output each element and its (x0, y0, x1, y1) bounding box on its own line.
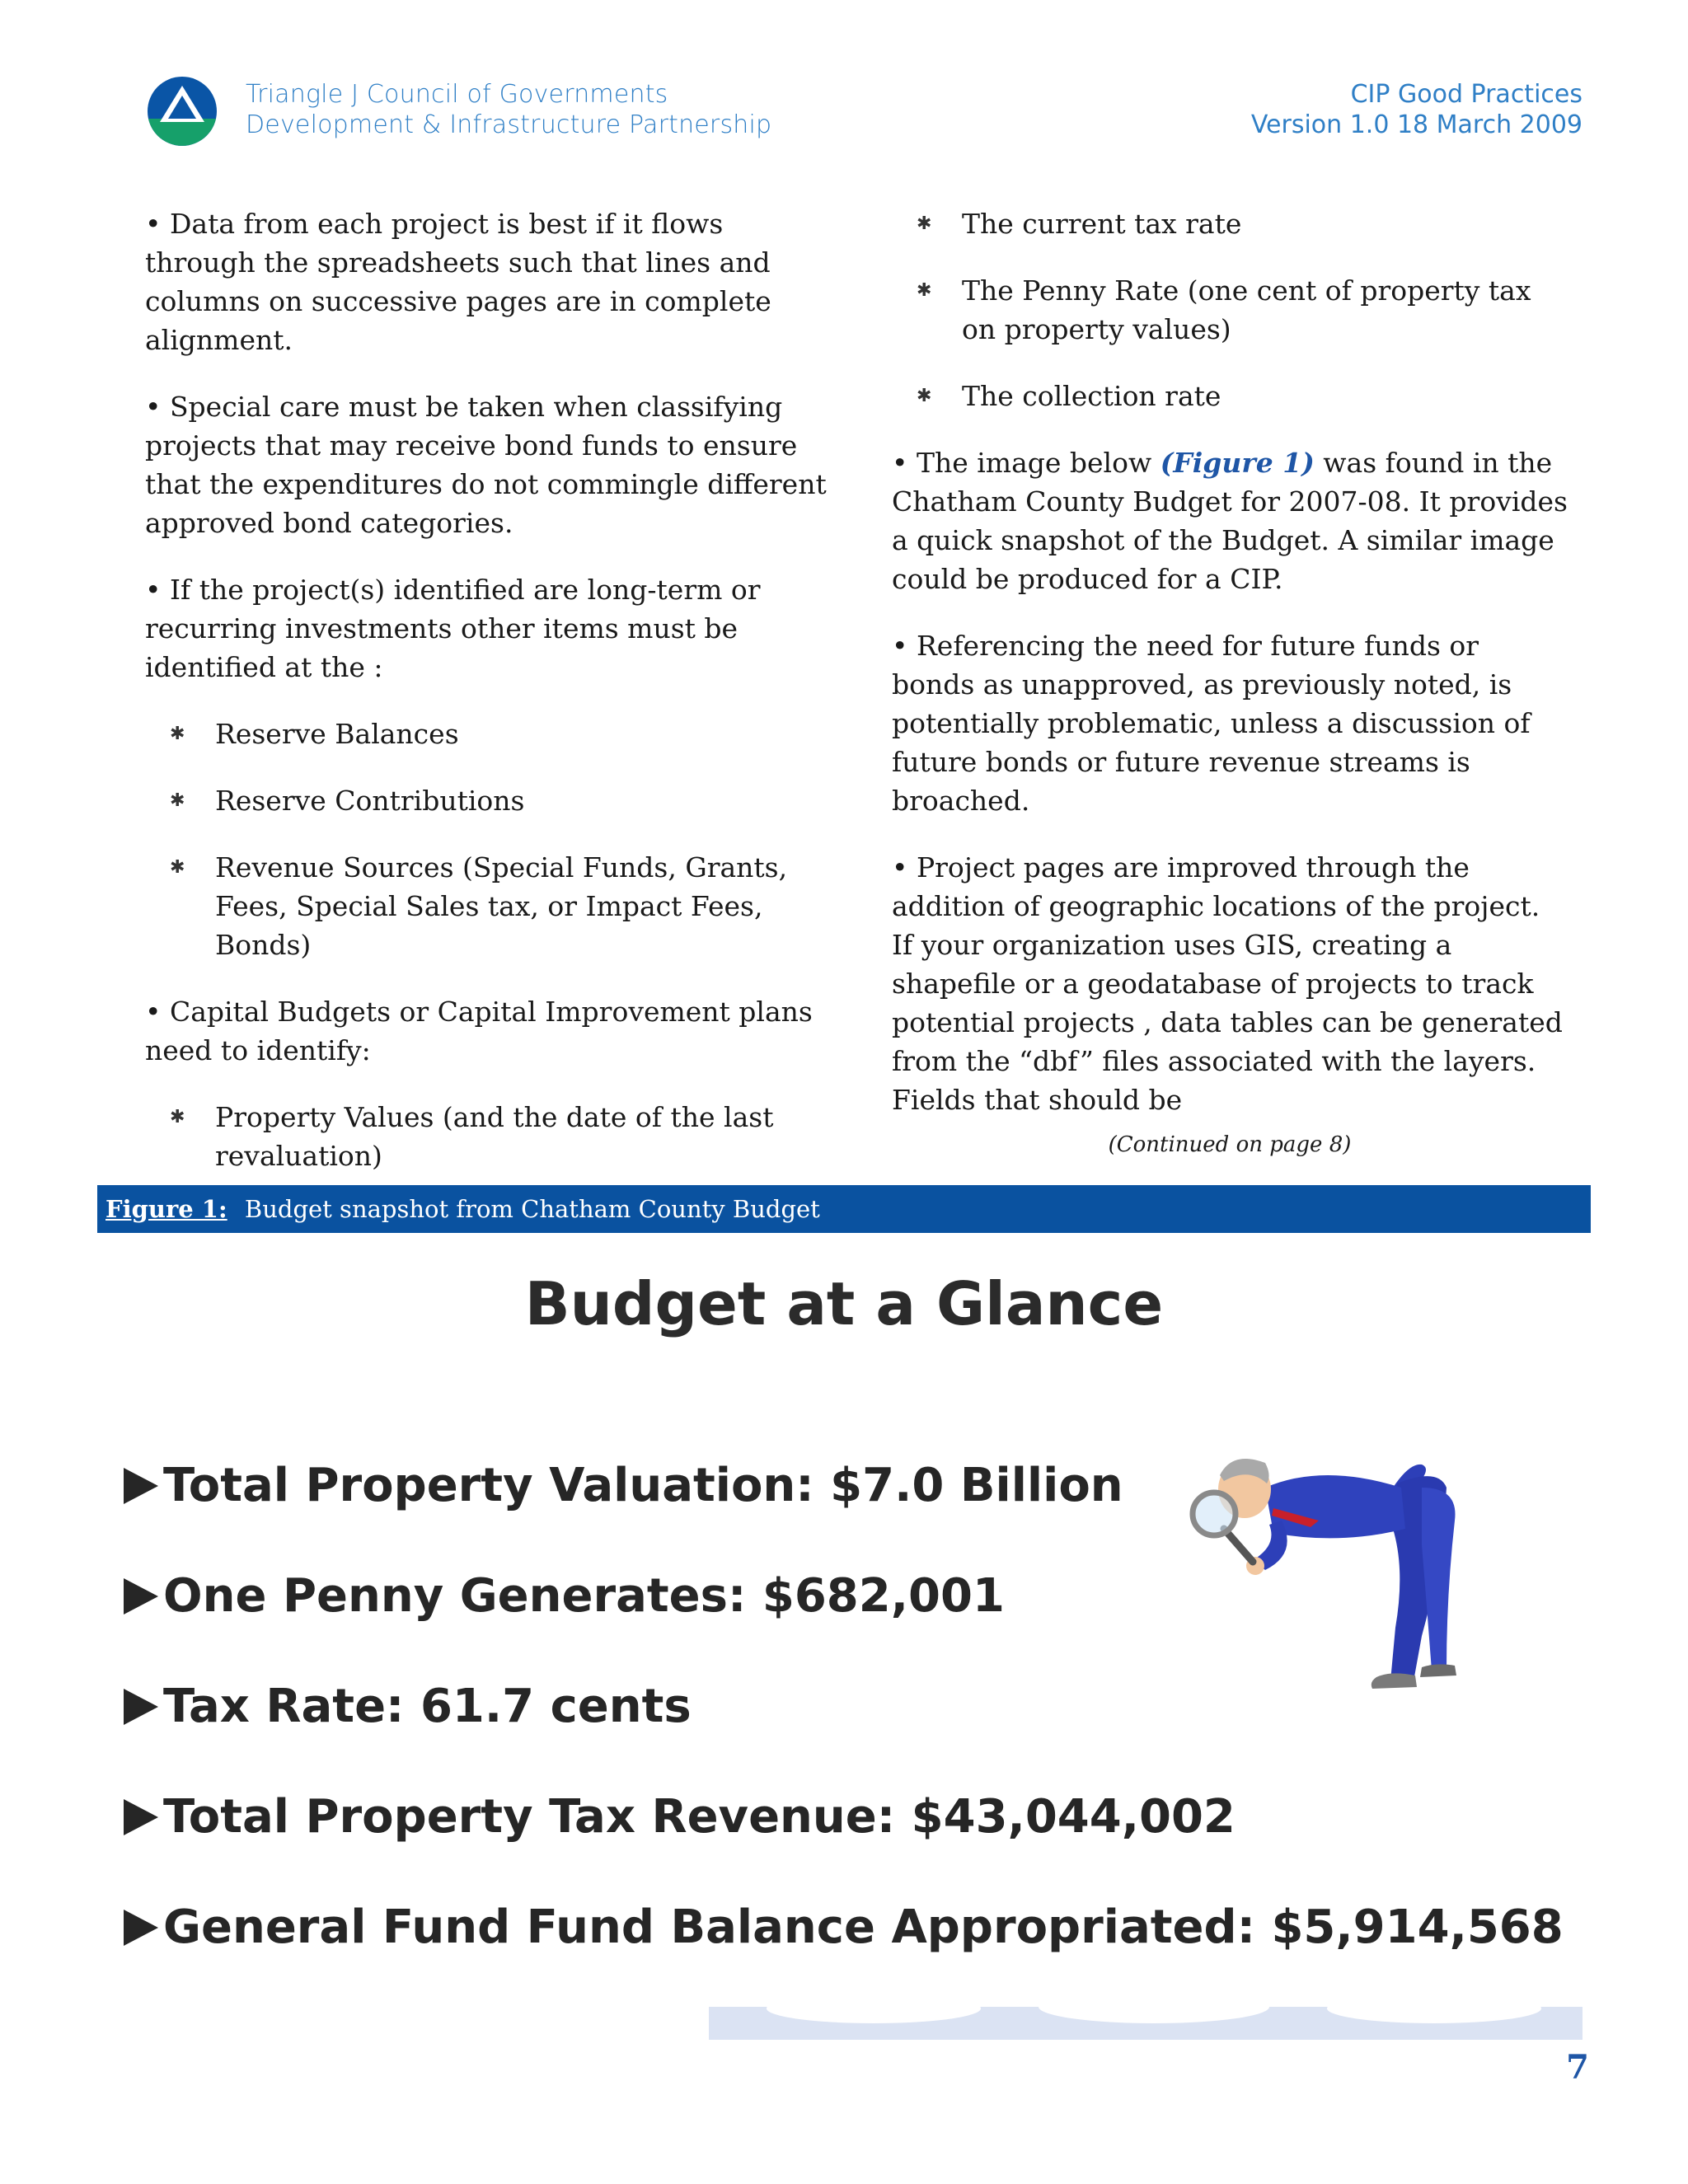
organization-name (246, 79, 771, 140)
doc-title: CIP Good Practices (1350, 80, 1582, 109)
sub-item-text: Property Values (and the date of the last revaluation) (215, 1101, 774, 1172)
man-with-magnifier-illustration (1175, 1430, 1488, 1710)
sub-item-text: Reserve Balances (215, 718, 459, 750)
background-decoration (709, 1999, 1582, 2048)
sub-item-tax-rate (892, 204, 1568, 243)
org-line-2: Development & Infrastructure Partnership (246, 110, 772, 139)
paragraph-capital-budgets: • Capital Budgets or Capital Improvement plans need to identify: (145, 996, 813, 1066)
asterisk-bullet-icon: ✱ (170, 1107, 185, 1127)
glance-item-text: Total Property Valuation: $7.0 Billion (163, 1459, 1123, 1512)
glance-item (124, 1680, 692, 1733)
glance-item (124, 1790, 1236, 1844)
continued-note: (Continued on page 8) (1108, 1132, 1352, 1157)
asterisk-bullet-icon: ✱ (170, 790, 185, 811)
sub-item-text: Reserve Contributions (215, 785, 525, 817)
sub-item-text: The collection rate (962, 380, 1221, 412)
paragraph-gis: • Project pages are improved through the addition of geographic locations of the project. If your organization uses GIS, creating a shapefile or a geodatabase of projects to track potential projects , data tables can be generated from the “dbf” files associated with the layers. Fields that should be (892, 851, 1563, 1116)
left-column (145, 204, 829, 1203)
triangle-bullet-icon (124, 1689, 158, 1725)
triangle-bullet-icon (124, 1468, 158, 1504)
triangle-bullet-icon (124, 1910, 158, 1946)
paragraph-figure-intro (892, 443, 1568, 598)
figure-caption-bar (97, 1185, 1591, 1233)
figure-reference: (Figure 1) (1160, 447, 1315, 479)
asterisk-bullet-icon: ✱ (170, 857, 185, 878)
glance-item (124, 1569, 1005, 1623)
glance-item (124, 1459, 1123, 1512)
asterisk-bullet-icon: ✱ (917, 280, 932, 301)
budget-glance-title: Budget at a Glance (524, 1269, 1164, 1338)
glance-item-text: One Penny Generates: $682,001 (163, 1569, 1005, 1623)
glance-item-text: Total Property Tax Revenue: $43,044,002 (163, 1790, 1236, 1844)
paragraph-text: was found in the Chatham County Budget for 2007-08. It provides a quick snapshot of the Budget. A similar image could be produced for a CIP. (892, 447, 1568, 595)
figure-caption: Budget snapshot from Chatham County Budget (244, 1195, 820, 1223)
paragraph-bond-care: • Special care must be taken when classifying projects that may receive bond funds to ensure that the expenditures do not commingle different approved bond categories. (145, 391, 827, 539)
asterisk-bullet-icon: ✱ (917, 213, 932, 234)
paragraph-data-flow: • Data from each project is best if it flows through the spreadsheets such that lines and columns on successive pages are in complete alignment. (145, 208, 771, 356)
triangle-bullet-icon (124, 1799, 158, 1835)
org-line-1: Triangle J Council of Governments (246, 80, 668, 109)
sub-item-reserve-contributions (145, 781, 829, 820)
triangle-bullet-icon (124, 1578, 158, 1615)
sub-item-revenue-sources (145, 848, 829, 964)
figure-label: Figure 1: (106, 1195, 227, 1223)
sub-item-reserve-balances (145, 715, 829, 753)
sub-item-collection-rate (892, 377, 1568, 415)
glance-item-text: Tax Rate: 61.7 cents (163, 1680, 692, 1733)
sub-item-text: The Penny Rate (one cent of property tax on property values) (962, 274, 1531, 345)
glance-item (124, 1900, 1564, 1954)
page-number: 7 (1566, 2048, 1589, 2087)
asterisk-bullet-icon: ✱ (917, 386, 932, 406)
sub-item-text: Revenue Sources (Special Funds, Grants, Fees, Special Sales tax, or Impact Fees, Bonds) (215, 851, 788, 961)
paragraph-future-funds: • Referencing the need for future funds or bonds as unapproved, as previously noted, is potentially problematic, unless a discussion of future bonds or future revenue streams is broached. (892, 630, 1531, 817)
document-info (1251, 79, 1582, 140)
sub-item-text: The current tax rate (962, 208, 1242, 240)
paragraph-text: • The image below (892, 447, 1160, 479)
right-column (892, 204, 1568, 1165)
tjcog-logo (147, 76, 218, 147)
sub-item-penny-rate (892, 271, 1568, 349)
glance-item-text: General Fund Fund Balance Appropriated: $5,914,568 (163, 1900, 1564, 1954)
doc-version: Version 1.0 18 March 2009 (1250, 110, 1582, 139)
paragraph-long-term: • If the project(s) identified are long-term or recurring investments other items must be identified at the : (145, 574, 761, 683)
asterisk-bullet-icon: ✱ (170, 724, 185, 744)
sub-item-property-values (145, 1098, 829, 1175)
